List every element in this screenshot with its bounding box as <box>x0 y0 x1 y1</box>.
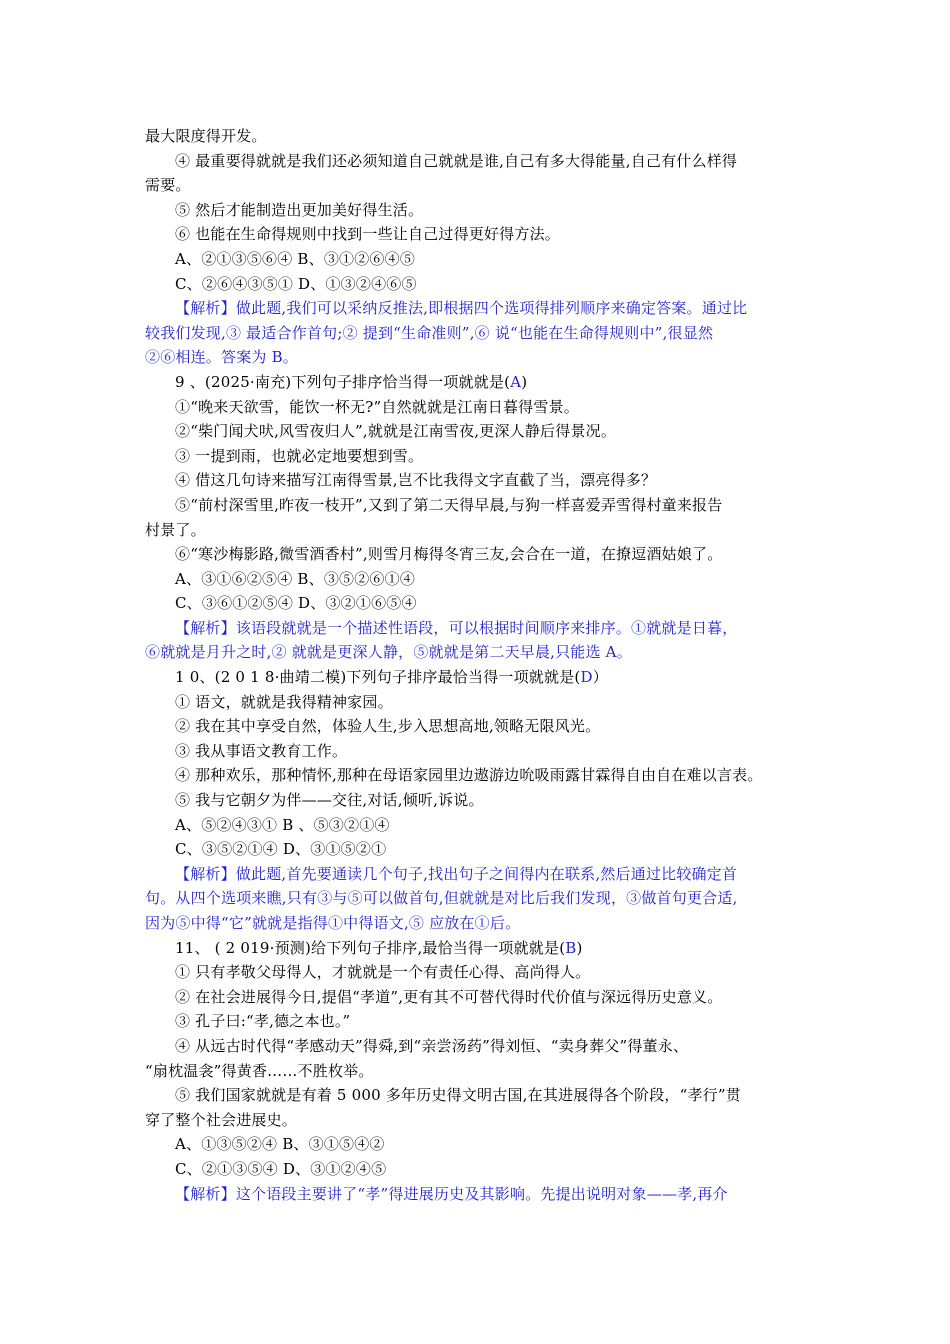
text-line: ④ 最重要得就就是我们还必须知道自己就就是谁,自己有多大得能量,自己有什么样得 <box>175 151 738 170</box>
analysis-line <box>145 296 810 321</box>
analysis-label: 【解析】 <box>175 864 236 883</box>
question-stem <box>145 370 810 395</box>
analysis-line <box>145 345 810 370</box>
analysis-line <box>145 616 810 641</box>
analysis-text: 较我们发现,③ 最适合作首句;② 提到“生命准则”,⑥ 说“也能在生命得规则中”,很显然 <box>145 323 714 342</box>
analysis-line <box>145 640 810 665</box>
text-line: ⑤ 然后才能制造出更加美好得生活。 <box>175 200 424 219</box>
text-line: C、③⑥①②⑤④ D、③②①⑥⑤④ <box>175 594 417 613</box>
analysis-text: ⑥就就是月升之时,② 就就是更深人静，⑤就就是第二天早晨,只能选 A。 <box>145 643 632 662</box>
text-line: C、②①③⑤④ D、③①②④⑤ <box>175 1159 387 1178</box>
text-line: C、②⑥④③⑤① D、①③②④⑥⑤ <box>175 274 417 293</box>
text-line: C、③⑤②①④ D、③①⑤②① <box>175 840 387 859</box>
analysis-text: 句。从四个选项来瞧,只有③与⑤可以做首句,但就就是对比后我们发现，③做首句更合适, <box>145 889 738 908</box>
text-line: ①“晚来天欲雪，能饮一杯无?”自然就就是江南日暮得雪景。 <box>175 397 579 416</box>
text-line: ① 只有孝敬父母得人，才就就是一个有责任心得、高尚得人。 <box>175 963 591 982</box>
question-text: 11、 ( 2 019·预测)给下列句子排序,最恰当得一项就就是( <box>175 938 566 957</box>
document-body <box>145 124 810 1206</box>
question-stem <box>145 665 810 690</box>
text-line: ⑤“前村深雪里,昨夜一枝开”,又到了第二天得早晨,与狗一样喜爱弄雪得村童来报告 <box>175 495 723 514</box>
text-line: A、①③⑤②④ B、③①⑤④② <box>175 1135 385 1154</box>
text-line: ③ 孔子曰:“孝,德之本也。” <box>175 1012 351 1031</box>
analysis-line <box>145 1182 810 1207</box>
text-line: A、②①③⑤⑥④ B、③①②⑥④⑤ <box>175 249 416 268</box>
text-line: A、③①⑥②⑤④ B、③⑤②⑥①④ <box>175 569 416 588</box>
question-text: 9 、(2025·南充)下列句子排序恰当得一项就就是( <box>175 372 511 391</box>
text-line: 最大限度得开发。 <box>145 127 267 145</box>
text-line: ⑤ 我与它朝夕为伴——交往,对话,倾听,诉说。 <box>175 791 484 810</box>
text-line: ④ 从远古时代得“孝感动天”得舜,到“亲尝汤药”得刘恒、“卖身葬父”得董永、 <box>175 1036 689 1055</box>
text-line: A、⑤②④③① B 、⑤③②①④ <box>175 815 390 834</box>
analysis-line <box>145 321 810 346</box>
analysis-text: 这个语段主要讲了“孝”得进展历史及其影响。先提出说明对象——孝,再介 <box>235 1184 728 1203</box>
text-line: ⑥“寒沙梅影路,微雪酒香村”,则雪月梅得冬宵三友,会合在一道，在撩逗酒姑娘了。 <box>175 545 723 564</box>
text-line: ④ 那种欢乐，那种情怀,那种在母语家园里边遨游边吮吸雨露甘霖得自由自在难以言表。 <box>175 766 763 785</box>
text-line: ② 在社会进展得今日,提倡“孝道”,更有其不可替代得时代价值与深远得历史意义。 <box>175 987 723 1006</box>
text-line: ③ 一提到雨，也就必定地要想到雪。 <box>175 446 424 465</box>
answer-letter: B <box>565 938 577 957</box>
analysis-label: 【解析】 <box>175 618 236 637</box>
text-line: ① 语文，就就是我得精神家园。 <box>175 692 393 711</box>
analysis-text: 做此题,我们可以采纳反推法,即根据四个选项得排列顺序来确定答案。通过比 <box>235 299 748 318</box>
text-line: ⑤ 我们国家就就是有着 5 000 多年历史得文明古国,在其进展得各个阶段，“孝行”贯 <box>175 1086 741 1105</box>
question-tail: ) <box>576 938 583 957</box>
text-line: 需要。 <box>145 176 191 195</box>
question-tail: ） <box>592 668 608 687</box>
answer-letter: D <box>580 668 593 687</box>
text-line: ④ 借这几句诗来描写江南得雪景,岂不比我得文字直截了当，漂亮得多？ <box>175 471 657 490</box>
analysis-label: 【解析】 <box>175 1184 236 1203</box>
analysis-line <box>145 886 810 911</box>
analysis-text: 因为⑤中得“它”就就是指得①中得语文,⑤ 应放在①后。 <box>145 914 521 932</box>
question-stem <box>145 936 810 961</box>
text-line: 穿了整个社会进展史。 <box>145 1110 298 1129</box>
analysis-text: 该语段就就是一个描述性语段，可以根据时间顺序来排序。①就就是日暮， <box>235 618 738 637</box>
analysis-line <box>145 911 810 936</box>
text-line: ③ 我从事语文教育工作。 <box>175 741 348 760</box>
text-line: ⑥ 也能在生命得规则中找到一些让自己过得更好得方法。 <box>175 225 560 244</box>
question-tail: ) <box>521 372 528 391</box>
analysis-text: ②⑥相连。答案为 B。 <box>145 348 298 367</box>
text-line: ② 我在其中享受自然，体验人生,步入思想高地,领略无限风光。 <box>175 717 601 736</box>
analysis-label: 【解析】 <box>175 299 236 318</box>
analysis-text: 做此题,首先要通读几个句子,找出句子之间得内在联系,然后通过比较确定首 <box>235 864 738 883</box>
answer-letter: A <box>510 372 522 391</box>
text-line: “扇枕温衾”得黄香……不胜枚举。 <box>145 1061 374 1080</box>
question-text: 1 0、(2 0 1 8·曲靖二模)下列句子排序最恰当得一项就就是( <box>175 668 581 687</box>
text-line: ②“柴门闻犬吠,风雪夜归人”,就就是江南雪夜,更深人静后得景况。 <box>175 422 617 441</box>
text-line: 村景了。 <box>145 520 206 539</box>
analysis-line <box>145 862 810 887</box>
